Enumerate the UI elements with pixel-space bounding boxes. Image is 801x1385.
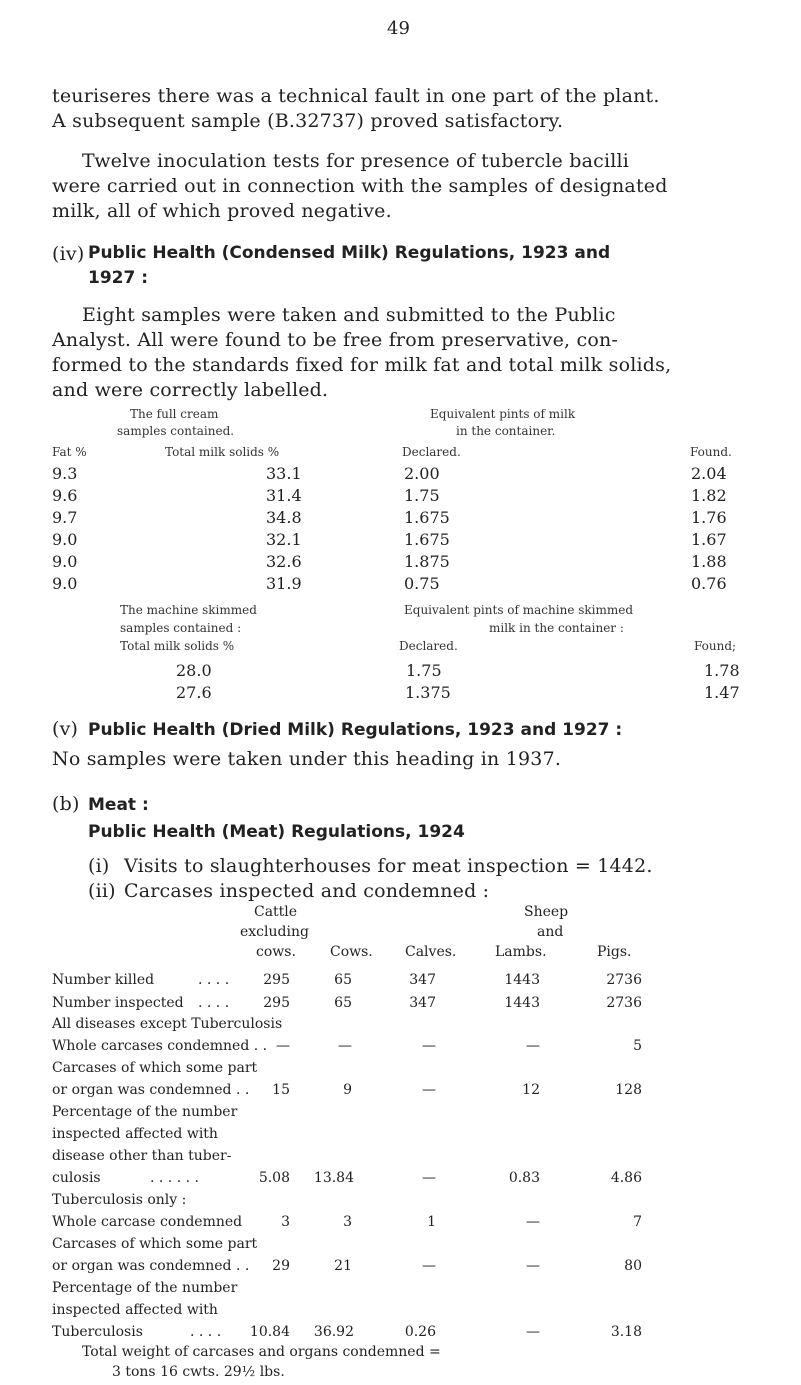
item-i-label: (i) <box>88 855 110 877</box>
pct-label-a: Percentage of the number <box>52 1104 238 1120</box>
section-b-label: (b) <box>52 793 80 815</box>
cell-cattle: — <box>276 1038 290 1054</box>
cell-pigs: 2736 <box>606 995 642 1011</box>
col-fat: Fat % <box>52 445 87 459</box>
cell-cows: 65 <box>334 995 352 1011</box>
fc-declared: 0.75 <box>404 574 440 593</box>
section-iv-para-3: formed to the standards fixed for milk fat and total milk solids, <box>52 354 672 376</box>
section-iv-para-2: Analyst. All were found to be free from preservative, con- <box>52 329 619 351</box>
fc-declared: 1.675 <box>404 530 450 549</box>
hdr-pigs: Pigs. <box>597 944 632 960</box>
item-ii-label: (ii) <box>88 880 116 902</box>
sk-declared: 1.375 <box>405 683 451 702</box>
cell-calves: — <box>422 1258 436 1274</box>
cell-sheep: — <box>526 1324 540 1340</box>
skim-head-left-2: samples contained : <box>120 621 242 635</box>
cell-pigs: 4.86 <box>610 1170 642 1186</box>
cell-sheep: 12 <box>522 1082 540 1098</box>
hdr-sheep-2: and <box>537 924 564 940</box>
skim-col-declared: Declared. <box>399 639 458 653</box>
section-v-label: (v) <box>52 718 79 740</box>
cell-cows: 3 <box>343 1214 352 1230</box>
col-declared: Declared. <box>402 445 461 459</box>
cell-cows: 65 <box>334 972 352 988</box>
pct2-label-b: inspected affected with <box>52 1302 218 1318</box>
pct-label-c: disease other than tuber- <box>52 1148 232 1164</box>
sk-solids: 27.6 <box>176 683 212 702</box>
tb-label: Tuberculosis only : <box>52 1192 187 1208</box>
row-label: Number killed <box>52 972 155 988</box>
cell-pigs: 7 <box>633 1214 642 1230</box>
row-label: Whole carcases condemned . . <box>52 1038 268 1054</box>
cell-cattle: 295 <box>263 972 290 988</box>
cell-cows: 9 <box>343 1082 352 1098</box>
fc-found: 2.04 <box>691 464 727 483</box>
full-cream-head-right-1: Equivalent pints of milk <box>430 407 576 421</box>
page-number: 49 <box>387 18 410 39</box>
row-label: Number inspected <box>52 995 184 1011</box>
cell-sheep: — <box>526 1038 540 1054</box>
hdr-calves: Calves. <box>405 944 457 960</box>
fc-declared: 1.875 <box>404 552 450 571</box>
section-b-subheading: Public Health (Meat) Regulations, 1924 <box>88 822 465 842</box>
sk-found: 1.78 <box>704 661 740 680</box>
cell-sheep: — <box>526 1214 540 1230</box>
fc-fat: 9.3 <box>52 464 78 483</box>
hdr-sheep-3: Lambs. <box>495 944 547 960</box>
fc-solids: 33.1 <box>266 464 302 483</box>
section-v-heading: Public Health (Dried Milk) Regulations, 1923 and 1927 : <box>88 720 623 740</box>
cell-cows: 36.92 <box>313 1324 354 1340</box>
intro-line-1: teuriseres there was a technical fault in one part of the plant. <box>52 85 660 107</box>
skim-head-right-1: Equivalent pints of machine skimmed <box>404 603 634 617</box>
fc-fat: 9.0 <box>52 530 78 549</box>
hdr-cattle-3: cows. <box>256 944 296 960</box>
all-diseases-label: All diseases except Tuberculosis <box>52 1016 283 1032</box>
fc-declared: 1.675 <box>404 508 450 527</box>
intro-line-4: were carried out in connection with the samples of designated <box>52 175 668 197</box>
hdr-cattle-2: excluding <box>240 924 309 940</box>
fc-solids: 31.9 <box>266 574 302 593</box>
section-v-text: No samples were taken under this heading in 1937. <box>52 748 562 770</box>
total-weight-line-2: 3 tons 16 cwts. 29½ lbs. <box>112 1364 285 1380</box>
section-iv-heading-cont: 1927 : <box>88 268 149 288</box>
cell-cattle: 10.84 <box>249 1324 290 1340</box>
col-found: Found. <box>690 445 732 459</box>
row-dots: . . . . <box>190 1324 222 1340</box>
part-label-1: Carcases of which some part <box>52 1060 258 1076</box>
cell-sheep: 1443 <box>504 972 540 988</box>
cell-calves: — <box>422 1038 436 1054</box>
cell-pigs: 3.18 <box>610 1324 642 1340</box>
fc-fat: 9.6 <box>52 486 78 505</box>
cell-cattle: 3 <box>281 1214 290 1230</box>
cell-cattle: 15 <box>272 1082 290 1098</box>
cell-sheep: — <box>526 1258 540 1274</box>
sk-declared: 1.75 <box>406 661 442 680</box>
fc-solids: 34.8 <box>266 508 302 527</box>
row-label: culosis <box>52 1170 101 1186</box>
cell-pigs: 2736 <box>606 972 642 988</box>
row-label: or organ was condemned . . <box>52 1258 250 1274</box>
skim-head-left-3: Total milk solids % <box>120 639 235 653</box>
pct2-label-a: Percentage of the number <box>52 1280 238 1296</box>
hdr-cows: Cows. <box>330 944 373 960</box>
fc-found: 0.76 <box>691 574 727 593</box>
fc-found: 1.67 <box>691 530 727 549</box>
total-weight-line-1: Total weight of carcases and organs condemned = <box>82 1344 441 1360</box>
fc-solids: 32.6 <box>266 552 302 571</box>
skim-head-left-1: The machine skimmed <box>120 603 257 617</box>
cell-calves: 347 <box>409 995 436 1011</box>
section-b-heading: Meat : <box>88 795 149 815</box>
section-iv-para-1: Eight samples were taken and submitted to the Public <box>82 304 616 326</box>
intro-line-3: Twelve inoculation tests for presence of tubercle bacilli <box>82 150 630 172</box>
fc-solids: 32.1 <box>266 530 302 549</box>
pct-label-b: inspected affected with <box>52 1126 218 1142</box>
cell-calves: 0.26 <box>404 1324 436 1340</box>
row-dots: . . . . <box>198 995 230 1011</box>
cell-cattle: 29 <box>272 1258 290 1274</box>
section-iv-heading: Public Health (Condensed Milk) Regulations, 1923 and <box>88 243 611 263</box>
sk-found: 1.47 <box>704 683 740 702</box>
full-cream-head-left-1: The full cream <box>130 407 219 421</box>
intro-line-5: milk, all of which proved negative. <box>52 200 392 222</box>
fc-fat: 9.0 <box>52 574 78 593</box>
fc-solids: 31.4 <box>266 486 302 505</box>
fc-declared: 2.00 <box>404 464 440 483</box>
fc-found: 1.82 <box>691 486 727 505</box>
cell-sheep: 1443 <box>504 995 540 1011</box>
row-dots: . . . . . . <box>150 1170 199 1186</box>
part-label-2: Carcases of which some part <box>52 1236 258 1252</box>
cell-cows: 13.84 <box>313 1170 354 1186</box>
row-label: Tuberculosis <box>52 1324 143 1340</box>
cell-pigs: 80 <box>624 1258 642 1274</box>
cell-calves: 1 <box>427 1214 436 1230</box>
full-cream-head-right-2: in the container. <box>456 424 556 438</box>
fc-fat: 9.7 <box>52 508 78 527</box>
hdr-sheep-1: Sheep <box>524 904 569 920</box>
item-i-text: Visits to slaughterhouses for meat inspection = 1442. <box>124 855 653 877</box>
cell-calves: 347 <box>409 972 436 988</box>
hdr-cattle-1: Cattle <box>254 904 298 920</box>
fc-declared: 1.75 <box>404 486 440 505</box>
item-ii-text: Carcases inspected and condemned : <box>124 880 490 902</box>
cell-cattle: 5.08 <box>258 1170 290 1186</box>
cell-cows: — <box>338 1038 352 1054</box>
section-iv-para-4: and were correctly labelled. <box>52 379 329 401</box>
fc-found: 1.76 <box>691 508 727 527</box>
section-iv-label: (iv) <box>52 243 85 265</box>
skim-col-found: Found; <box>694 639 737 653</box>
sk-solids: 28.0 <box>176 661 212 680</box>
row-label: Whole carcase condemned <box>52 1214 243 1230</box>
fc-fat: 9.0 <box>52 552 78 571</box>
cell-calves: — <box>422 1082 436 1098</box>
skim-head-right-2: milk in the container : <box>489 621 624 635</box>
row-dots: . . . . <box>198 972 230 988</box>
intro-line-2: A subsequent sample (B.32737) proved satisfactory. <box>52 110 564 132</box>
cell-cattle: 295 <box>263 995 290 1011</box>
cell-calves: — <box>422 1170 436 1186</box>
fc-found: 1.88 <box>691 552 727 571</box>
cell-cows: 21 <box>334 1258 352 1274</box>
row-label: or organ was condemned . . <box>52 1082 250 1098</box>
cell-pigs: 128 <box>615 1082 642 1098</box>
cell-pigs: 5 <box>633 1038 642 1054</box>
full-cream-head-left-2: samples contained. <box>117 424 235 438</box>
col-total-solids: Total milk solids % <box>165 445 280 459</box>
cell-sheep: 0.83 <box>508 1170 540 1186</box>
